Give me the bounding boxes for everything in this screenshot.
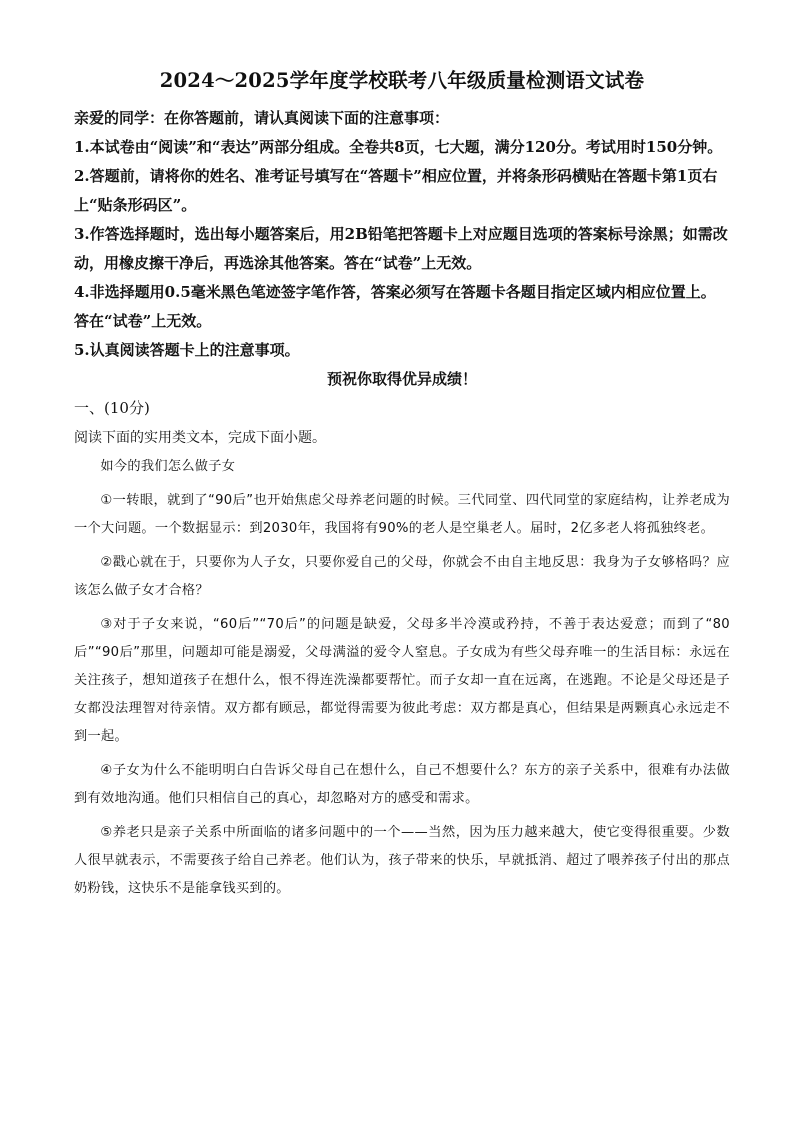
page-title: 2024～2025学年度学校联考八年级质量检测语文试卷: [159, 69, 645, 92]
notice-block: [74, 104, 730, 365]
section-instruction: 阅读下面的实用类文本，完成下面小题。: [74, 430, 326, 446]
section-heading: 一、(10分): [74, 399, 150, 417]
notice-item-4: 4.非选择题用0.5毫米黑色笔迹签字笔作答，答案必须写在答题卡各题目指定区域内相应位置上。答在“试卷”上无效。: [74, 283, 716, 330]
reading-article: [74, 453, 730, 903]
blessing-text: 预祝你取得优异成绩！: [326, 370, 477, 388]
notice-item-2: 2.答题前，请将你的姓名、准考证号填写在“答题卡”相应位置，并将条形码横贴在答题卡第1页右上“贴条形码区”。: [74, 167, 718, 214]
article-paragraph-3: ③对于子女来说，“60后”“70后”的问题是缺爱，父母多半冷漠或矜持，不善于表达爱意；而到了“80后”“90后”那里，问题却可能是溺爱，父母满溢的爱令人窒息。子女成为有些父母弃唯一的生活目标：永远在关注孩子，想知道孩子在想什么，恨不得连洗澡都要帮忙。而子女却一直在远离，在逃跑。不论是父母还是子女都没法理智对待亲情。双方都有顾忌，都觉得需要为彼此考虑：双方都是真心，但结果是两颗真心永远走不到一起。: [74, 617, 730, 744]
article-title: 如今的我们怎么做子女: [100, 459, 236, 474]
notice-item-3: 3.作答选择题时，选出每小题答案后，用2B铅笔把答题卡上对应题目选项的答案标号涂黑；如需改动，用橡皮擦干净后，再选涂其他答案。答在“试卷”上无效。: [74, 225, 728, 272]
notice-item-5: 5.认真阅读答题卡上的注意事项。: [74, 341, 300, 359]
article-paragraph-2: ②戳心就在于，只要你为人子女，只要你爱自己的父母，你就会不由自主地反思：我身为子女够格吗？应该怎么做子女才合格？: [74, 555, 730, 598]
article-paragraph-4: ④子女为什么不能明明白白告诉父母自己在想什么，自己不想要什么？东方的亲子关系中，很难有办法做到有效地沟通。他们只相信自己的真心，却忽略对方的感受和需求。: [74, 763, 730, 806]
article-paragraph-5: ⑤养老只是亲子关系中所面临的诸多问题中的一个——当然，因为压力越来越大，使它变得很重要。少数人很早就表示，不需要孩子给自己养老。他们认为，孩子带来的快乐，早就抵消、超过了喂养孩子付出的那点奶粉钱，这快乐不是能拿钱买到的。: [74, 825, 730, 896]
notice-heading: 亲爱的同学：在你答题前，请认真阅读下面的注意事项：: [74, 109, 450, 127]
notice-item-1: 1.本试卷由“阅读”和“表达”两部分组成。全卷共8页，七大题，满分120分。考试用时150分钟。: [74, 138, 723, 156]
article-paragraph-1: ①一转眼，就到了“90后”也开始焦虑父母养老问题的时候。三代同堂、四代同堂的家庭结构，让养老成为一个大问题。一个数据显示：到2030年，我国将有90%的老人是空巢老人。届时，2亿多老人将孤独终老。: [74, 493, 730, 536]
